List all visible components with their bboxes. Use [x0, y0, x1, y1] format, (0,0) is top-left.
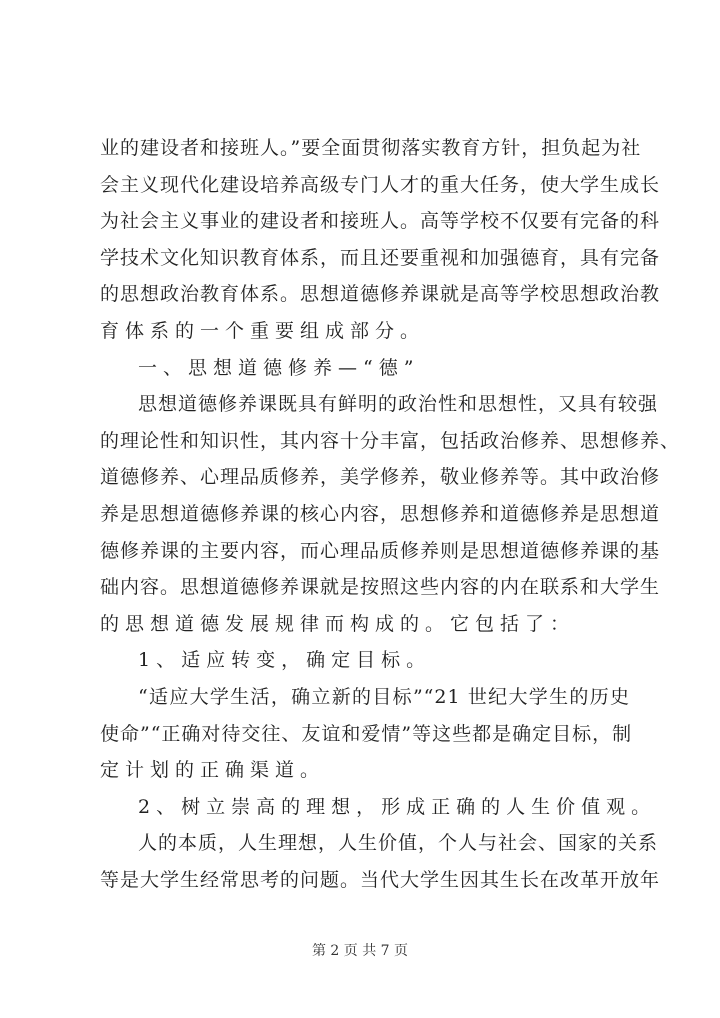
text-line: 业的建设者和接班人。”要全面贯彻落实教育方针，担负起为社	[100, 137, 642, 159]
page-footer: 第 2 页 共 7 页	[311, 943, 409, 959]
text-line: 道德修养、心理品质修养，美学修养，敬业修养等。其中政治修	[100, 466, 661, 489]
text-line: 使命”“正确对待交往、友谊和爱情”等这些都是确定目标，制	[100, 722, 633, 745]
text-line: 2、树立崇高的理想，形成正确的人生价值观。	[138, 795, 657, 818]
text-line: 一、思想道德修养—“德”	[138, 356, 420, 379]
text-line: “适应大学生活，确立新的目标”“21 世纪大学生的历史	[138, 685, 630, 708]
text-line: 的思想道德发展规律而构成的。它包括了：	[100, 612, 576, 635]
text-line: 为社会主义事业的建设者和接班人。高等学校不仅要有完备的科	[100, 210, 661, 233]
text-line: 等是大学生经常思考的问题。当代大学生因其生长在改革开放年	[100, 868, 661, 891]
text-line: 会主义现代化建设培养高级专门人才的重大任务，使大学生成长	[100, 173, 661, 196]
text-line: 人的本质，人生理想，人生价值，个人与社会、国家的关系	[138, 832, 659, 855]
text-line: 学技术文化知识教育体系，而且还要重视和加强德育，具有完备	[100, 246, 661, 269]
text-line: 的理论性和知识性，其内容十分丰富，包括政治修养、思想修养、	[100, 429, 681, 452]
text-line: 础内容。思想道德修养课就是按照这些内容的内在联系和大学生	[100, 576, 661, 599]
text-line: 1、适应转变，确定目标。	[138, 649, 432, 672]
text-line: 德修养课的主要内容，而心理品质修养则是思想道德修养课的基	[100, 539, 661, 562]
text-line: 育体系的一个重要组成部分。	[100, 319, 426, 342]
text-line: 思想道德修养课既具有鲜明的政治性和思想性，又具有较强	[138, 393, 659, 416]
body-text	[100, 130, 681, 898]
text-line: 养是思想道德修养课的核心内容，思想修养和道德修养是思想道	[100, 502, 661, 525]
text-line: 定计划的正确渠道。	[100, 759, 326, 782]
text-line: 的思想政治教育体系。思想道德修养课就是高等学校思想政治教	[100, 283, 661, 306]
